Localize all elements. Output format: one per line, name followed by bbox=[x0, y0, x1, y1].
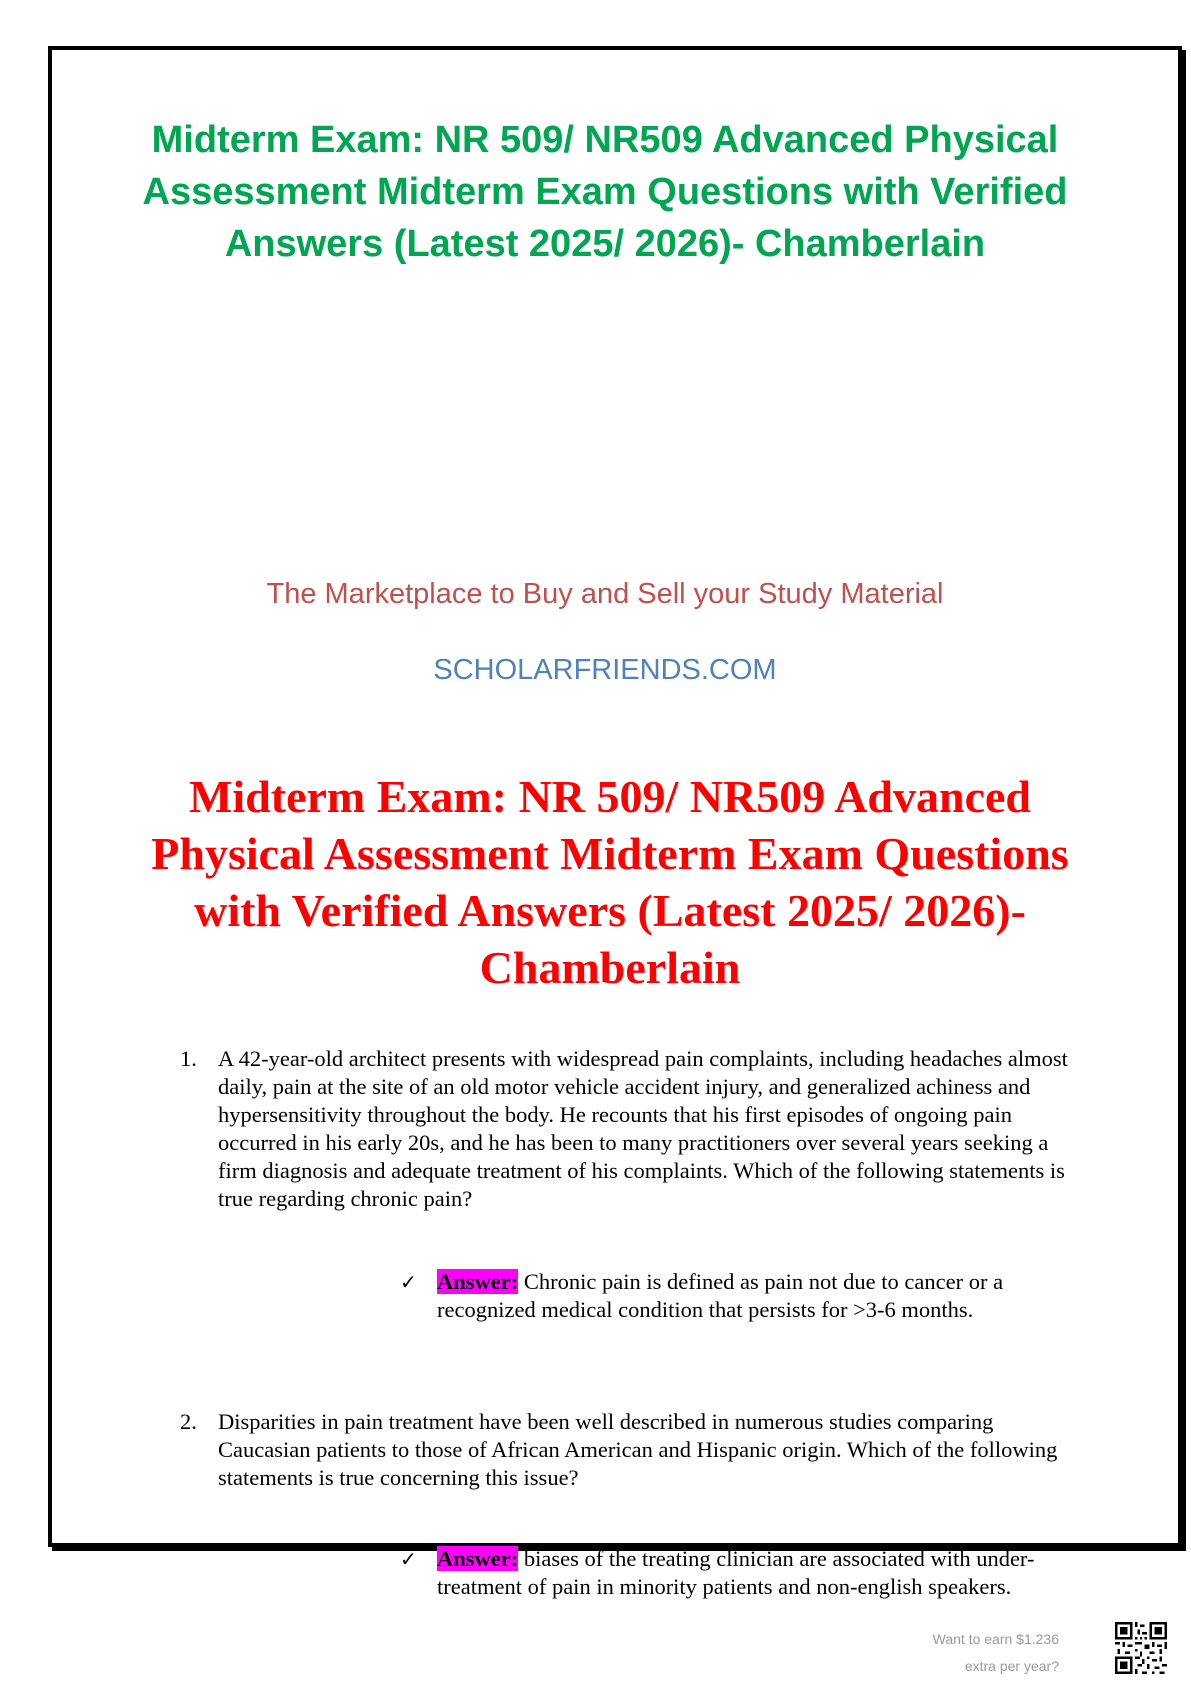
checkmark-icon: ✓ bbox=[400, 1547, 417, 1571]
question-text: Disparities in pain treatment have been well described in numerous studies comparing Caucasian patients to those of African American and Hispanic origin. Which of the following statements is true concerning this issue? bbox=[218, 1409, 1058, 1490]
document-title: Midterm Exam: NR 509/ NR509 Advanced Physical Assessment Midterm Exam Questions with Verified Answers (Latest 2025/ 2026)- Chamberlain bbox=[151, 771, 1069, 993]
question-2 bbox=[180, 1408, 1080, 1492]
earn-promo[interactable] bbox=[839, 1626, 1059, 1680]
promo-line-1: Want to earn $1.236 bbox=[932, 1631, 1059, 1647]
answer-label: Answer: bbox=[437, 1269, 519, 1294]
answer-2 bbox=[400, 1545, 1100, 1601]
marketplace-tagline: The Marketplace to Buy and Sell your Study Material bbox=[266, 578, 944, 610]
question-number: 2. bbox=[180, 1409, 197, 1434]
answer-text: biases of the treating clinician are associated with under-treatment of pain in minority patients and non-english speakers. bbox=[437, 1546, 1035, 1599]
question-1 bbox=[180, 1045, 1080, 1213]
site-name[interactable]: SCHOLARFRIENDS.COM bbox=[433, 654, 777, 686]
question-text: A 42-year-old architect presents with widespread pain complaints, including headaches almost daily, pain at the site of an old motor vehicle accident injury, and generalized achiness and hypersensitivity throughout the body. He recounts that his first episodes of ongoing pain occurred in his early 20s, and he has been to many practitioners over several years seeking a firm diagnosis and adequate treatment of his complaints. Which of the following statements is true regarding chronic pain? bbox=[218, 1046, 1068, 1211]
answer-label: Answer: bbox=[437, 1546, 519, 1571]
answer-text: Chronic pain is defined as pain not due to cancer or a recognized medical condition that persists for >3-6 months. bbox=[437, 1269, 1004, 1322]
checkmark-icon: ✓ bbox=[400, 1270, 417, 1294]
answer-1 bbox=[400, 1268, 1100, 1324]
promo-line-2: extra per year? bbox=[964, 1658, 1059, 1674]
qr-code-icon[interactable] bbox=[1115, 1622, 1167, 1674]
question-number: 1. bbox=[180, 1046, 197, 1071]
header-title: Midterm Exam: NR 509/ NR509 Advanced Physical Assessment Midterm Exam Questions with Verified Answers (Latest 2025/ 2026)- Chamberlain bbox=[142, 119, 1068, 265]
